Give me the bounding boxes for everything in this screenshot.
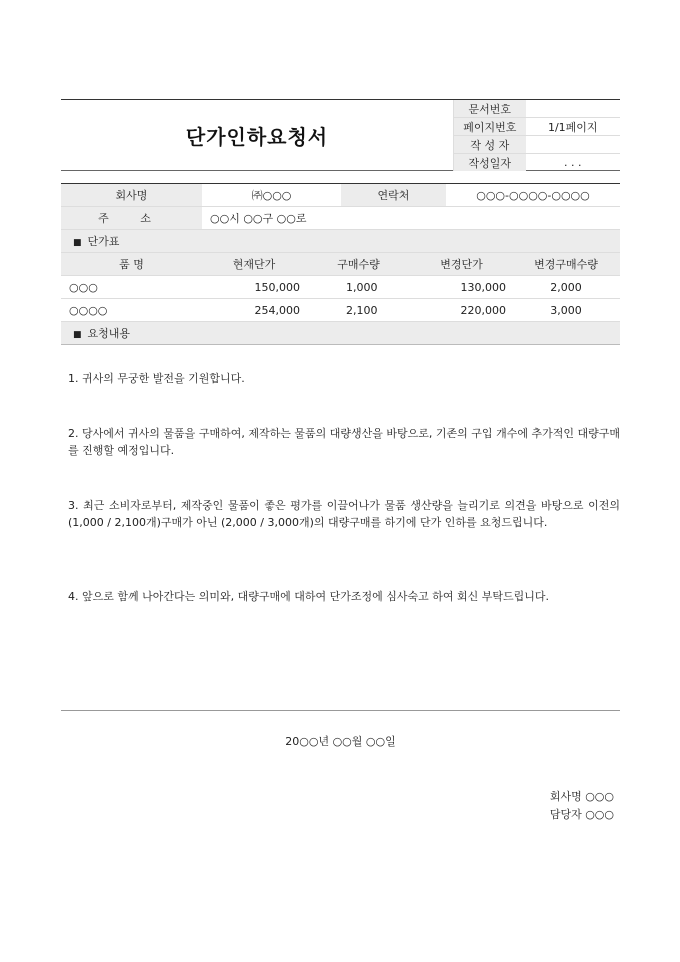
company-value: ㈜○○○	[202, 184, 341, 207]
table-row	[61, 299, 620, 322]
row2-item: ○○○○	[61, 299, 202, 322]
meta-value-date: . . .	[564, 156, 582, 169]
meta-value-author	[526, 136, 620, 154]
paragraph-3: 3. 최근 소비자로부터, 제작중인 물품이 좋은 평가를 이끌어나가 물품 생산량을 늘리기로 의견을 바탕으로 이전의(1,000 / 2,100개)구매가 아닌 (2,000 / 3,000개)의 대량구매를 하기에 단가 인하를 요청드립니다.	[68, 499, 620, 529]
signature-manager: 담당자 ○○○	[549, 808, 614, 821]
paragraph-4: 4. 앞으로 함께 나아간다는 의미와, 대량구매에 대하여 단가조정에 심사숙고 하여 회신 부탁드립니다.	[68, 590, 549, 603]
square-bullet-icon: ■	[73, 238, 82, 248]
info-table	[61, 183, 620, 345]
meta-label-page-number: 페이지번호	[454, 118, 526, 136]
meta-label-author: 작 성 자	[454, 136, 526, 154]
col-header-quantity: 구매수량	[306, 253, 411, 276]
request-section-heading	[61, 322, 620, 345]
meta-label-date: 작성일자	[454, 154, 526, 172]
row1-current-price: 150,000	[202, 276, 306, 299]
price-table-header	[61, 253, 620, 276]
document-title: 단가인하요청서	[185, 124, 329, 149]
col-header-item: 품 명	[61, 253, 202, 276]
col-header-new-quantity: 변경구매수량	[512, 253, 620, 276]
row1-quantity: 1,000	[306, 276, 411, 299]
meta-table	[453, 100, 620, 171]
table-row	[61, 276, 620, 299]
row2-quantity: 2,100	[306, 299, 411, 322]
paragraph-2: 2. 당사에서 귀사의 물품을 구매하여, 제작하는 물품의 대량생산을 바탕으로, 기존의 구입 개수에 추가적인 대량구매를 진행할 예정입니다.	[68, 427, 620, 457]
row2-current-price: 254,000	[202, 299, 306, 322]
square-bullet-icon: ■	[73, 330, 82, 340]
row2-new-quantity: 3,000	[512, 299, 620, 322]
meta-value-doc-number	[526, 100, 620, 118]
document-header	[61, 99, 620, 171]
company-label: 회사명	[61, 184, 202, 207]
divider	[61, 710, 620, 711]
row2-new-price: 220,000	[411, 299, 512, 322]
price-section-title: 단가표	[87, 235, 120, 248]
contact-value: ○○○-○○○○-○○○○	[446, 184, 620, 207]
row1-new-price: 130,000	[411, 276, 512, 299]
signature-company: 회사명 ○○○	[549, 790, 614, 803]
meta-label-doc-number: 문서번호	[454, 100, 526, 118]
paragraph-1: 1. 귀사의 무궁한 발전을 기원합니다.	[68, 372, 245, 385]
address-value: ○○시 ○○구 ○○로	[202, 207, 620, 230]
contact-label: 연락처	[341, 184, 446, 207]
col-header-current-price: 현재단가	[202, 253, 306, 276]
document	[61, 99, 620, 345]
col-header-new-price: 변경단가	[411, 253, 512, 276]
row1-item: ○○○	[61, 276, 202, 299]
row1-new-quantity: 2,000	[512, 276, 620, 299]
address-label: 주 소	[61, 207, 202, 230]
price-section-heading	[61, 230, 620, 253]
meta-value-page-number: 1/1페이지	[526, 118, 620, 136]
request-section-title: 요청내용	[87, 327, 131, 340]
document-date: 20○○년 ○○월 ○○일	[285, 735, 396, 748]
